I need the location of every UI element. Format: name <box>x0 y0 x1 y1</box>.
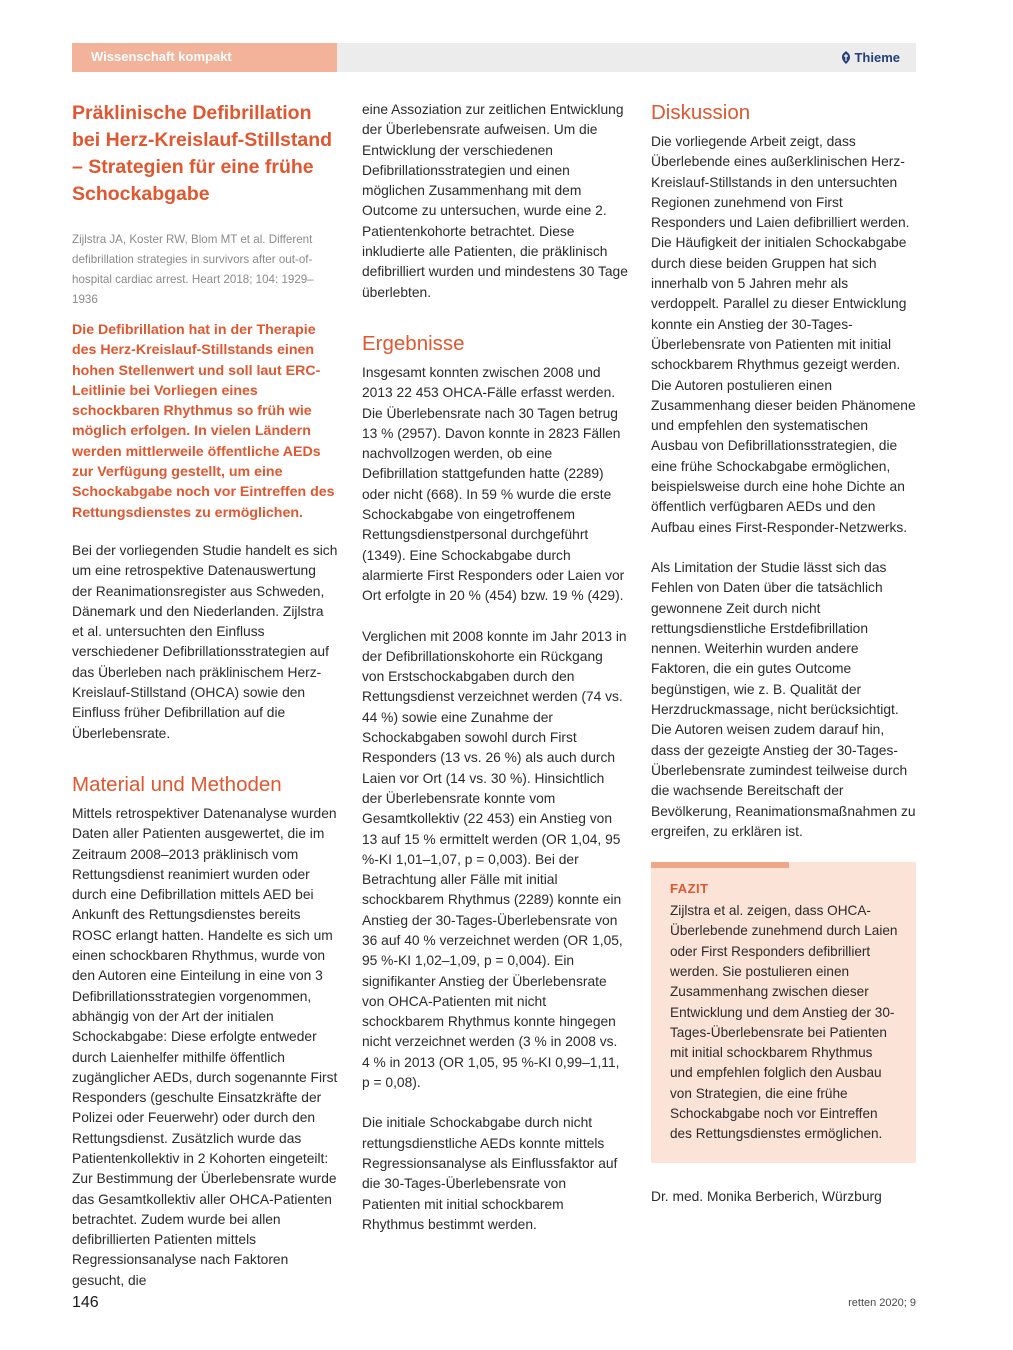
discussion-paragraph-2: Als Limitation der Studie lässt sich das Fehlen von Daten über die tatsächlich gewonnene Zeit durch nicht rettungsdienstliche Erstdefibrillation nennen. Weiterhin wurden andere Faktoren, die ein gutes Outcome begünstigen, wie z. B. Qualität der Herzdruckmassage, nicht berücksichtigt. Die Autoren weisen zudem darauf hin, dass der gezeigte Anstieg der 30-Tages-Überlebensrate zumindest teilweise durch die wachsende Bereitschaft der Bevölkerung, Reanimationsmaßnahmen zu ergreifen, zu erklären ist. <box>651 559 916 839</box>
column-left <box>72 100 338 1291</box>
results-heading: Ergebnisse <box>362 331 465 355</box>
journal-reference: retten 2020; 9 <box>848 1297 916 1309</box>
fazit-title: FAZIT <box>670 881 709 897</box>
thieme-logo-icon <box>841 51 851 64</box>
fazit-accent-bar <box>651 862 789 868</box>
article-title: Präklinische Defibrillation bei Herz-Kreislauf-Stillstand – Strategien für eine frühe Schockabgabe <box>72 102 333 205</box>
header-bar <box>72 43 916 72</box>
results-paragraph-2: Verglichen mit 2008 konnte im Jahr 2013 in der Defibrillationskohorte ein Rückgang von Erstschockabgaben durch den Rettungsdienst verzeichnet werden (74 vs. 44 %) sowie eine Zunahme der Schockabgaben sowohl durch First Responders (13 vs. 26 %) als auch durch Laien vor Ort (14 vs. 30 %). Hinsichtlich der Überlebensrate konnte vom Gesamtkollektiv (22 453) ein Anstieg von 13 auf 15 % ermittelt werden (OR 1,04, 95 %-KI 1,01–1,07, p = 0,003). Bei der Betrachtung aller Fälle mit initial schockbarem Rhythmus (2289) konnte ein Anstieg der 30-Tages-Überlebensrate von 36 auf 40 % verzeichnet werden (OR 1,05, 95 %-KI 1,02–1,09, p = 0,004). Ein signifikanter Anstieg der Überlebensrate von OHCA-Patienten mit nicht schockbarem Rhythmus konnte hingegen nicht verzeichnet werden (3 % in 2008 vs. 4 % in 2013 (OR 1,05, 95 %-KI 0,99–1,11, p = 0,08). <box>362 628 627 1091</box>
author: Dr. med. Monika Berberich, Würzburg <box>651 1188 882 1204</box>
citation: Zijlstra JA, Koster RW, Blom MT et al. Different defibrillation strategies in survivors after out-of-hospital cardiac arrest. Heart 2018; 104: 1929–1936 <box>72 233 314 306</box>
section-tag: Wissenschaft kompakt <box>72 43 337 72</box>
publisher-name: Thieme <box>854 50 900 65</box>
column-right <box>651 100 916 1207</box>
intro-paragraph: Bei der vorliegenden Studie handelt es sich um eine retrospektive Datenauswertung der Reanimationsregister aus Schweden, Dänemark und den Niederlanden. Zijlstra et al. untersuchten den Einfluss verschiedener Defibrillationsstrategien auf das Überleben nach präklinischem Herz-Kreislauf-Stillstand (OHCA) sowie den Einfluss früher Defibrillation auf die Überlebensrate. <box>72 542 338 741</box>
results-paragraph-1: Insgesamt konnten zwischen 2008 und 2013 22 453 OHCA-Fälle erfasst werden. Die Überlebensrate nach 30 Tagen betrug 13 % (2957). Davon konnte in 2823 Fällen nachvollzogen werden, ob eine Defibrillation stattgefunden hatte (2289) oder nicht (668). In 59 % wurde die erste Schockabgabe von eingetroffenem Rettungsdienstpersonal durchgeführt (1349). Eine Schockabgabe durch alarmierte First Responders oder Laien vor Ort erfolgte in 20 % (454) bzw. 19 % (429). <box>362 364 625 604</box>
fazit-box <box>651 862 916 1163</box>
discussion-paragraph-1: Die vorliegende Arbeit zeigt, dass Überlebende eines außerklinischen Herz-Kreislauf-Stillstands in den untersuchten Regionen zunehmend von First Responders und Laien defibrilliert werden. Die Häufigkeit der initialen Schockabgabe durch diese beiden Gruppen hat sich innerhalb von 5 Jahren mehr als verdoppelt. Parallel zu dieser Entwicklung konnte ein Anstieg der 30-Tages-Überlebensrate von Patienten mit initial schockbarem Rhythmus gezeigt werden. Die Autoren postulieren einen Zusammenhang dieser beiden Phänomene und empfehlen den systematischen Ausbau von Defibrillationsstrategien, die eine frühe Schockabgabe ermöglichen, beispielsweise durch eine hohe Dichte an öffentlich verfügbaren AEDs und den Aufbau eines First-Responder-Netzwerks. <box>651 134 916 535</box>
publisher-logo <box>841 43 900 72</box>
column-middle <box>362 100 628 1255</box>
results-paragraph-3: Die initiale Schockabgabe durch nicht rettungsdienstliche AEDs konnte mittels Regressionsanalyse als Einflussfaktor auf die 30-Tages-Überlebensrate von Patienten mit initial schockbarem Rhythmus bestimmt werden. <box>362 1115 618 1232</box>
discussion-heading: Diskussion <box>651 101 751 124</box>
fazit-text: Zijlstra et al. zeigen, dass OHCA-Überlebende zunehmend durch Laien oder First Responders defibrilliert werden. Sie postulieren einen Zusammenhang zwischen dieser Entwicklung und dem Anstieg der 30-Tages-Überlebensrate bei Patienten mit initial schockbarem Rhythmus und empfehlen folglich den Ausbau von Strategien, die eine frühe Schockabgabe noch vor Eintreffen des Rettungsdienstes ermöglichen. <box>670 903 898 1142</box>
methods-paragraph-continued: eine Assoziation zur zeitlichen Entwicklung der Überlebensrate aufweisen. Um die Entwicklung der verschiedenen Defibrillationsstrategien und einen möglichen Zusammenhang mit dem Outcome zu untersuchen, wurde eine 2. Patientenkohorte betrachtet. Diese inkludierte alle Patienten, die präklinisch defibrilliert wurden und mindestens 30 Tage überlebten. <box>362 102 628 300</box>
lead-paragraph: Die Defibrillation hat in der Therapie des Herz-Kreislauf-Stillstands einen hohen Stellenwert und soll laut ERC-Leitlinie bei Vorliegen eines schockbaren Rhythmus so früh wie möglich erfolgen. In vielen Ländern werden mittlerweile öffentliche AEDs zur Verfügung gestellt, um eine Schockabgabe noch vor Eintreffen des Rettungsdienstes zu ermöglichen. <box>72 322 335 521</box>
methods-paragraph: Mittels retrospektiver Datenanalyse wurden Daten aller Patienten ausgewertet, die im Zeitraum 2008–2013 präklinisch vom Rettungsdienst reanimiert wurden oder durch eine Defibrillation mittels AED bei Ankunft des Rettungsdienstes bereits ROSC erlangt hatten. Handelte es sich um einen schockbaren Rhythmus, wurde von den Autoren eine Einteilung in eine von 3 Defibrillationsstrategien vorgenommen, abhängig von der Art der initialen Schockabgabe: Diese erfolgte entweder durch Laienhelfer mithilfe öffentlich zugänglicher AEDs, durch sogenannte First Responders (geschulte Einsatzkräfte der Polizei oder Feuerwehr) oder durch den Rettungsdienst. Zusätzlich wurde das Patientenkollektiv in 2 Kohorten eingeteilt: Zur Bestimmung der Überlebensrate wurde das Gesamtkollektiv aller OHCA-Patienten betrachtet. Zudem wurde bei allen defibrillierten Patienten mittels Regressionsanalyse nach Faktoren gesucht, die <box>72 805 338 1288</box>
page-number: 146 <box>72 1294 99 1311</box>
methods-heading: Material und Methoden <box>72 772 282 796</box>
